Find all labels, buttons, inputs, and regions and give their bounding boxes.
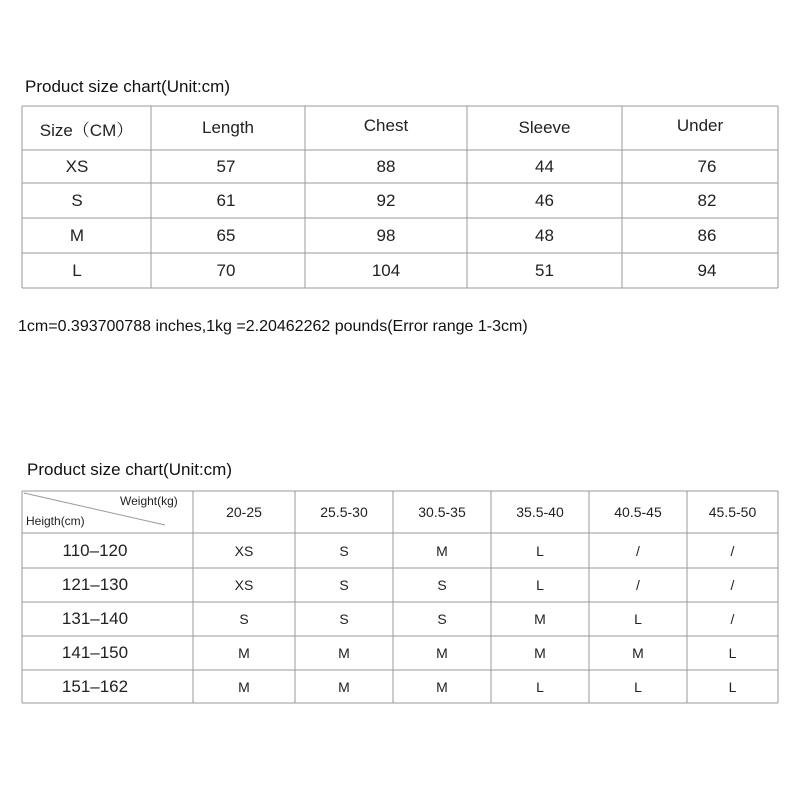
size-cell: M	[338, 678, 350, 695]
size-cell: M	[534, 645, 546, 661]
table-row-s-length: 61	[216, 190, 236, 210]
size-cell: M	[238, 645, 250, 661]
size-cell: S	[437, 611, 447, 627]
table-row-xs-sleeve: 44	[535, 156, 554, 176]
weight-header-6: 45.5-50	[708, 504, 757, 520]
header-under: Under	[676, 116, 724, 135]
header-sleeve: Sleeve	[518, 118, 571, 137]
weight-header-4: 35.5-40	[516, 504, 564, 520]
table-row-m-under: 86	[697, 225, 717, 245]
size-cell: L	[536, 577, 544, 593]
table-row-s-under: 82	[697, 190, 717, 210]
size-cell: M	[338, 645, 350, 661]
size-cell: M	[238, 678, 250, 695]
table-row-l-under: 94	[697, 260, 717, 280]
weight-header-1: 20-25	[226, 504, 262, 520]
size-cell: S	[437, 577, 447, 593]
corner-weight-label: Weight(kg)	[120, 494, 178, 508]
size-cell: M	[436, 542, 448, 559]
table-row-xs-length: 57	[216, 156, 236, 176]
size-cell: /	[730, 577, 735, 593]
size-cell: L	[536, 678, 544, 695]
height-range-label: 110–120	[62, 540, 128, 560]
table-row-l-sleeve: 51	[535, 260, 554, 280]
size-cell: /	[730, 611, 735, 627]
weight-height-chart-title: Product size chart(Unit:cm)	[27, 460, 232, 479]
size-cell: L	[634, 611, 642, 627]
size-cell: L	[536, 542, 544, 559]
size-cell: /	[636, 542, 640, 559]
table-row-xs-under: 76	[697, 156, 717, 176]
header-size: Size（CM）	[39, 120, 134, 140]
size-cell: S	[339, 542, 349, 559]
height-range-label: 141–150	[61, 643, 129, 662]
table-row-s-size: S	[71, 190, 83, 210]
size-cell: /	[730, 542, 735, 559]
size-cell: M	[632, 645, 644, 661]
table-row-s-chest: 92	[376, 190, 396, 210]
size-cell: S	[239, 611, 249, 627]
header-chest: Chest	[363, 116, 409, 135]
size-cell: S	[339, 577, 349, 593]
size-cell: M	[436, 678, 448, 695]
size-cell: XS	[234, 577, 254, 593]
table-row-xs-chest: 88	[376, 156, 396, 176]
table-row-l-chest: 104	[371, 260, 401, 280]
size-cell: XS	[234, 542, 254, 559]
table-row-s-sleeve: 46	[535, 190, 554, 210]
header-length: Length	[202, 118, 254, 137]
height-range-label: 131–140	[61, 609, 129, 628]
size-cell: M	[534, 611, 546, 627]
table-row-m-chest: 98	[376, 225, 396, 245]
height-range-label: 121–130	[61, 575, 129, 594]
height-range-label: 151–162	[61, 676, 129, 696]
table-row-xs-size: XS	[65, 156, 89, 176]
weight-header-5: 40.5-45	[614, 504, 662, 520]
size-cell: L	[728, 678, 737, 695]
table-row-m-size: M	[69, 225, 85, 245]
table-row-m-length: 65	[216, 225, 236, 245]
size-chart-title: Product size chart(Unit:cm)	[25, 77, 230, 96]
size-cell: M	[436, 645, 448, 661]
conversion-note: 1cm=0.393700788 inches,1kg =2.20462262 pounds(Error range 1-3cm)	[18, 318, 528, 335]
table-row-l-length: 70	[216, 260, 236, 280]
table-row-l-size: L	[72, 260, 82, 280]
corner-height-label: Heigth(cm)	[26, 514, 85, 528]
table-row-m-sleeve: 48	[535, 225, 554, 245]
weight-header-2: 25.5-30	[320, 504, 368, 520]
size-cell: L	[634, 678, 642, 695]
size-cell: /	[636, 577, 640, 593]
size-cell: L	[728, 645, 737, 661]
weight-header-3: 30.5-35	[418, 504, 466, 520]
size-cell: S	[339, 611, 349, 627]
